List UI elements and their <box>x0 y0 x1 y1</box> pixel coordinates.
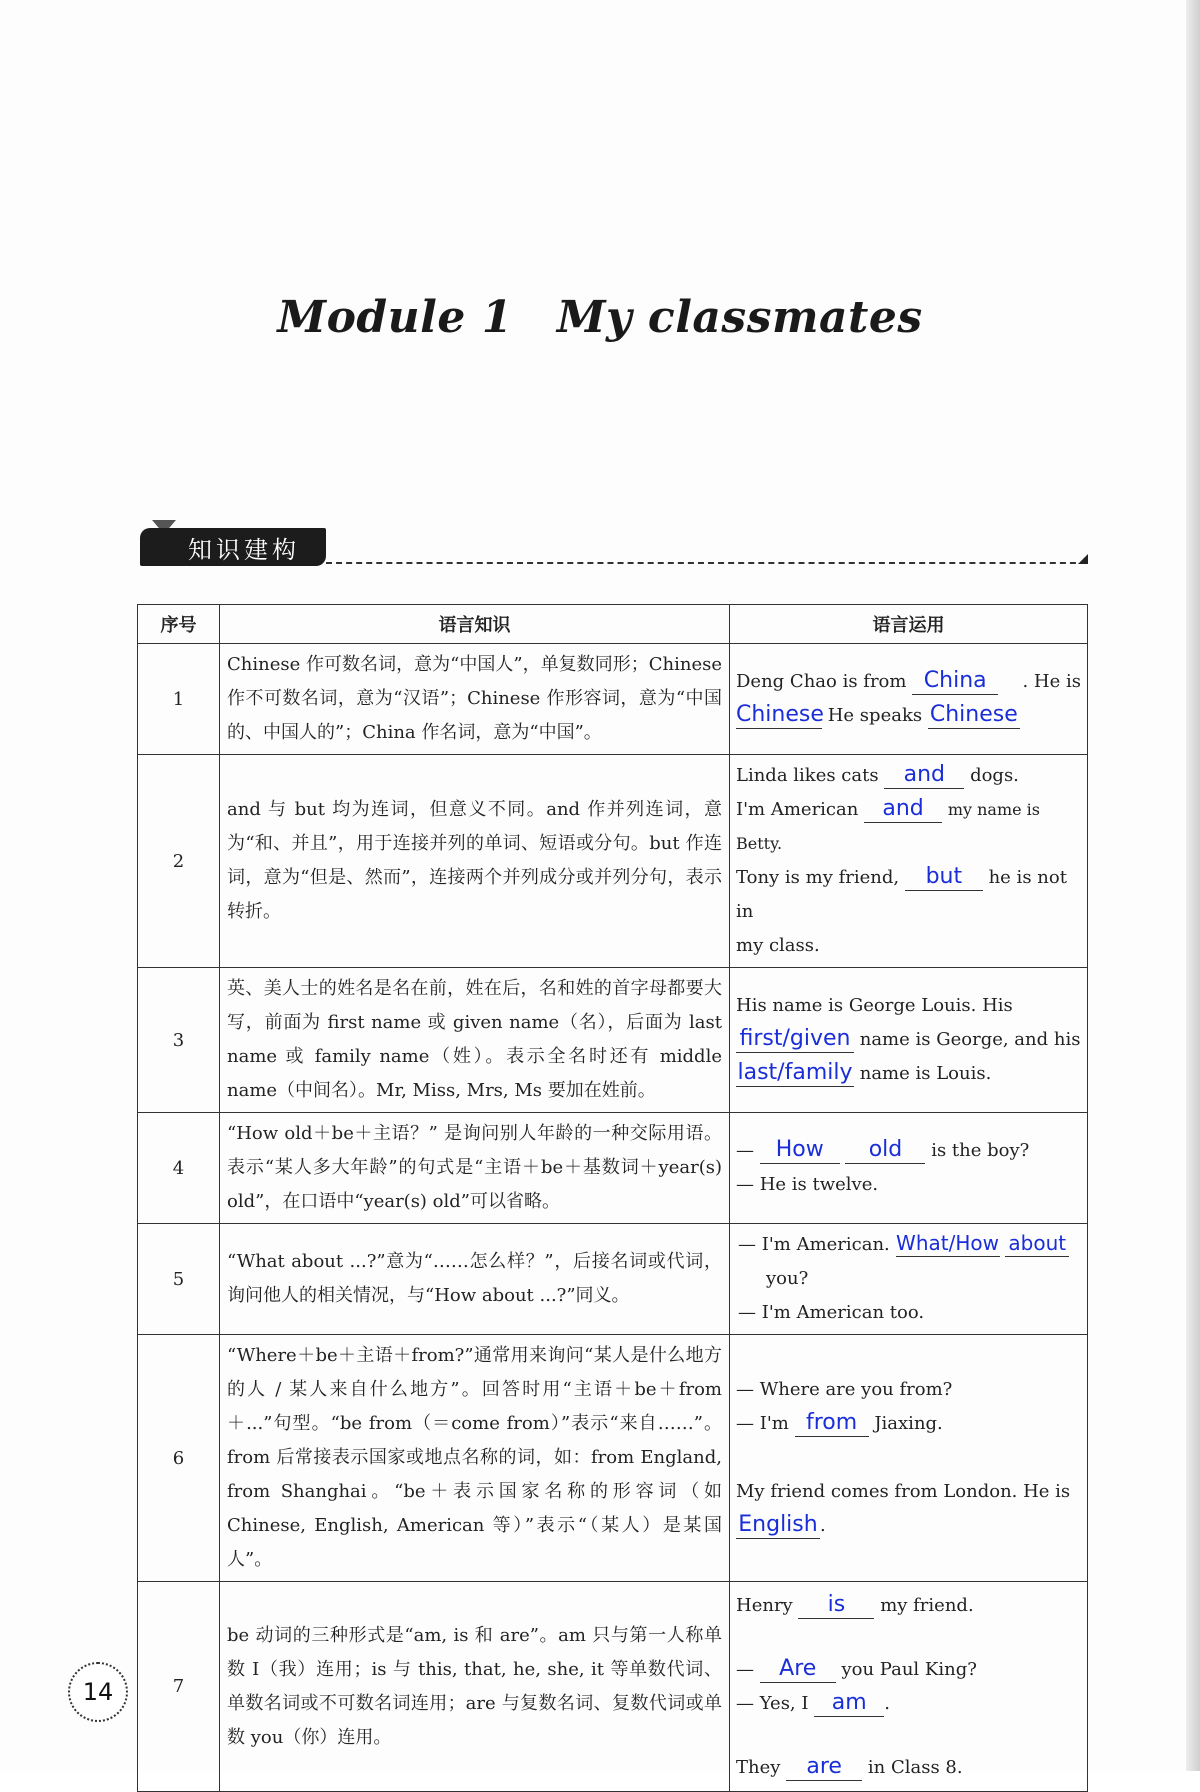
usage-text: I'm American <box>736 799 859 820</box>
usage-text: — I'm American too. <box>738 1302 925 1323</box>
usage-cell <box>730 644 1088 755</box>
answer-blank: old <box>845 1137 925 1164</box>
header-number: 序号 <box>138 605 220 644</box>
answer-blank: is <box>798 1592 874 1619</box>
usage-text: my friend. <box>880 1594 974 1616</box>
answer-blank: about <box>1005 1230 1069 1257</box>
knowledge-cell: “What about ...?”意为“……怎么样？”，后接名词或代词，询问他人的相关情况，与“How about ...?”同义。 <box>220 1224 730 1335</box>
row-number: 6 <box>138 1335 220 1582</box>
usage-text: — I'm <box>736 1413 789 1434</box>
module-title <box>0 292 1200 343</box>
answer-blank: am <box>814 1690 884 1717</box>
usage-text: Tony is my friend, <box>736 867 900 888</box>
usage-text: My friend comes from London. He is <box>736 1481 1071 1502</box>
usage-text: He speaks <box>827 705 923 726</box>
usage-text: . <box>884 1692 890 1714</box>
usage-text: is the boy? <box>931 1140 1030 1161</box>
usage-text: — Where are you from? <box>736 1379 953 1400</box>
knowledge-table <box>137 604 1088 1792</box>
usage-text: Deng Chao is from <box>736 671 907 692</box>
answer-blank: Are <box>760 1656 836 1683</box>
usage-text: Linda likes cats <box>736 765 879 786</box>
table-row <box>138 644 1088 755</box>
knowledge-cell: Chinese 作可数名词，意为“中国人”，单复数同形；Chinese 作不可数名词，意为“汉语”；Chinese 作形容词，意为“中国的、中国人的”；China 作名词，意为“中国”。 <box>220 644 730 755</box>
table-row <box>138 968 1088 1113</box>
usage-cell <box>730 1582 1088 1792</box>
module-label: Module 1 <box>277 292 513 343</box>
table-row <box>138 1113 1088 1224</box>
answer-blank: but <box>905 864 983 891</box>
answer-blank: and <box>864 796 942 823</box>
section-banner <box>140 528 326 566</box>
answer-blank: last/family <box>737 1060 853 1085</box>
module-name: My classmates <box>556 292 923 343</box>
table-row <box>138 755 1088 968</box>
usage-text: my name is Betty. <box>736 800 1041 853</box>
page-number-text: 14 <box>82 1678 114 1706</box>
answer-blank: English <box>736 1512 820 1539</box>
usage-text: — He is twelve. <box>736 1174 879 1195</box>
usage-text: Henry <box>736 1594 793 1616</box>
usage-cell <box>730 1113 1088 1224</box>
answer-blank: Chinese <box>928 702 1020 729</box>
table-header-row <box>138 605 1088 644</box>
header-knowledge: 语言知识 <box>220 605 730 644</box>
table-row <box>138 1335 1088 1582</box>
knowledge-cell: “How old＋be＋主语？” 是询问别人年龄的一种交际用语。表示“某人多大年龄”的句式是“主语＋be＋基数词＋year(s) old”，在口语中“year(s) old”可以省略。 <box>220 1113 730 1224</box>
usage-text: Jiaxing. <box>874 1413 943 1434</box>
usage-text: . He is <box>1022 671 1081 692</box>
answer-blank: are <box>786 1754 862 1781</box>
usage-text: you? <box>766 1268 809 1289</box>
usage-cell <box>730 755 1088 968</box>
table-row <box>138 1224 1088 1335</box>
dashed-divider <box>326 562 1086 564</box>
section-title: 知识建构 <box>188 535 300 564</box>
answer-blank: from <box>795 1410 869 1437</box>
usage-text: They <box>736 1756 781 1778</box>
answer-blank: first/given <box>736 1026 854 1053</box>
table-row <box>138 1582 1088 1792</box>
usage-text: in Class 8. <box>867 1756 963 1778</box>
usage-cell <box>730 1224 1088 1335</box>
page-edge-shadow <box>1186 0 1200 1771</box>
row-number: 4 <box>138 1113 220 1224</box>
usage-text: . <box>820 1515 826 1536</box>
usage-cell <box>730 1335 1088 1582</box>
usage-text: His name is George Louis. His <box>736 995 1013 1016</box>
row-number: 2 <box>138 755 220 968</box>
usage-text: — Yes, I <box>736 1692 809 1714</box>
knowledge-cell: and 与 but 均为连词，但意义不同。and 作并列连词，意为“和、并且”，用于连接并列的单词、短语或分句。but 作连词，意为“但是、然而”，连接两个并列成分或并列分句，表示转折。 <box>220 755 730 968</box>
header-usage: 语言运用 <box>730 605 1088 644</box>
usage-text: name is George, and his <box>859 1029 1081 1050</box>
usage-cell <box>730 968 1088 1113</box>
answer-blank: What/How <box>896 1231 999 1255</box>
answer-blank: Chinese <box>736 702 824 727</box>
divider-end-icon <box>1078 554 1088 564</box>
knowledge-cell: “Where＋be＋主语＋from?”通常用来询问“某人是什么地方的人 / 某人来自什么地方”。回答时用“主语＋be＋from＋...”句型。“be from（＝come from）”表示“来自……”。from 后常接表示国家或地点名称的词，如：from England, from Shanghai。“be＋表示国家名称的形容词（如 Chinese, English, American 等）”表示“（某人）是某国人”。 <box>220 1335 730 1582</box>
usage-text: he is not in <box>736 867 1067 922</box>
usage-text: my class. <box>736 935 820 956</box>
row-number: 1 <box>138 644 220 755</box>
usage-text: — <box>736 1658 754 1680</box>
usage-text: you Paul King? <box>841 1658 977 1680</box>
row-number: 5 <box>138 1224 220 1335</box>
answer-blank: China <box>912 668 998 695</box>
knowledge-cell: 英、美人士的姓名是名在前，姓在后，名和姓的首字母都要大写，前面为 first name 或 given name（名），后面为 last name 或 family name（姓）。表示全名时还有 middle name（中间名）。Mr, Miss, Mrs, Ms 要加在姓前。 <box>220 968 730 1113</box>
usage-text: — <box>736 1140 754 1161</box>
row-number: 3 <box>138 968 220 1113</box>
answer-blank: and <box>884 762 964 789</box>
usage-text: dogs. <box>970 765 1019 786</box>
knowledge-cell: be 动词的三种形式是“am, is 和 are”。am 只与第一人称单数 I（我）连用；is 与 this, that, he, she, it 等单数代词、单数名词或不可数名词连用；are 与复数名词、复数代词或单数 you（你）连用。 <box>220 1582 730 1792</box>
row-number: 7 <box>138 1582 220 1792</box>
usage-text: name is Louis. <box>859 1063 992 1084</box>
answer-blank: How <box>760 1137 840 1164</box>
page-number <box>68 1662 128 1722</box>
usage-text: — I'm American. <box>738 1234 890 1255</box>
